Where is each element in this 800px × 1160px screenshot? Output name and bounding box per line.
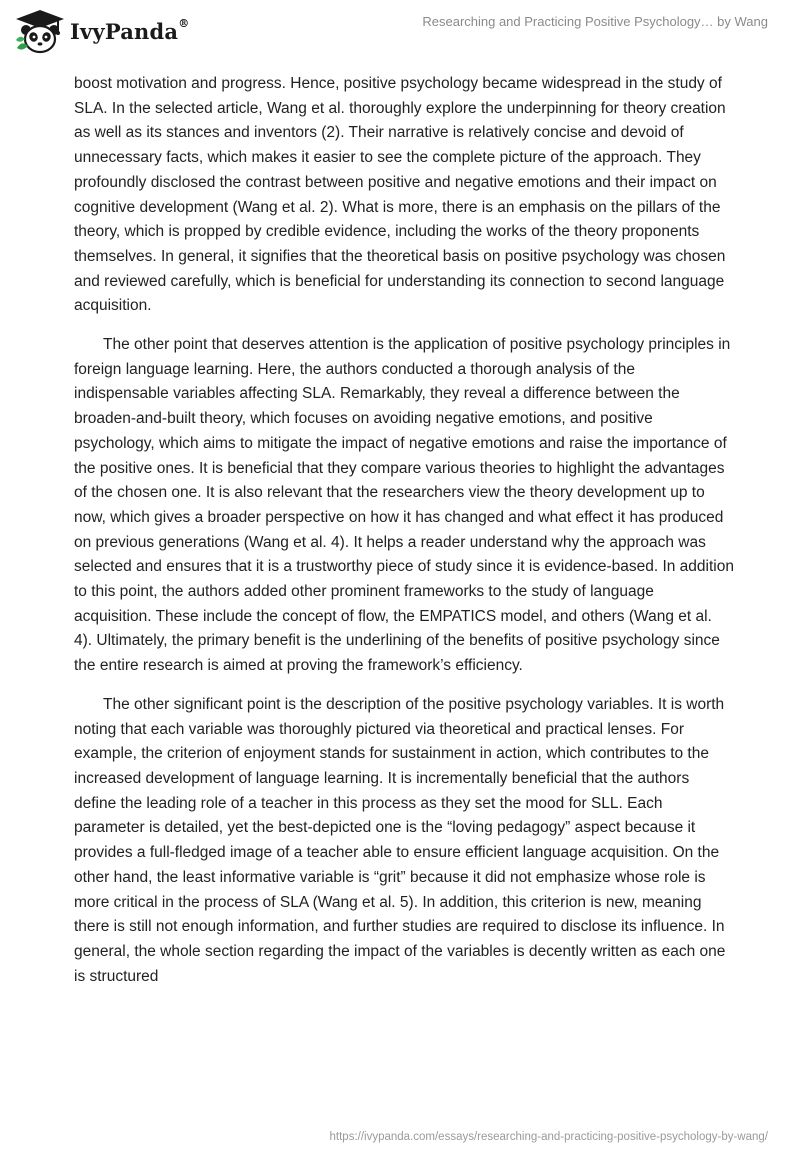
paragraph: The other significant point is the description of the positive psychology variables. It is worth noting that each variable was thoroughly pictured via theoretical and practical lenses. For example, the criterion of enjoyment stands for sustainment in action, which contributes to the increased development of language learning. It is incrementally beneficial that the authors define the leading role of a teacher in this process as they set the mood for SLL. Each parameter is detailed, yet the best-depicted one is the “loving pedagogy” aspect because it provides a full-fledged image of a teacher able to ensure efficient language acquisition. On the other hand, the least informative variable is “grit” because it did not emphasize whose role is more critical in the process of SLA (Wang et al. 5). In addition, this criterion is new, meaning there is still not enough information, and further studies are required to disclose its influence. In general, the whole section regarding the impact of the variables is decently written as each one is structured <box>74 695 726 985</box>
essay-body <box>74 72 734 1003</box>
panda-graduation-cap-icon <box>14 8 66 54</box>
document-title: Researching and Practicing Positive Psychology… by Wang <box>422 14 768 29</box>
ivypanda-logo[interactable] <box>14 8 189 54</box>
paragraph: boost motivation and progress. Hence, positive psychology became widespread in the study of SLA. In the selected article, Wang et al. thoroughly explore the underpinning for theory creation as well as its stances and inventors (2). Their narrative is relatively concise and devoid of unnecessary facts, which makes it easier to see the complete picture of the approach. They profoundly disclosed the contrast between positive and negative emotions and their impact on cognitive development (Wang et al. 2). What is more, there is an emphasis on the pillars of the theory, which is propped by credible evidence, including the works of the theory proponents themselves. In general, it signifies that the theoretical basis on positive psychology was chosen and reviewed carefully, which is beneficial for understanding its connection to second language acquisition. <box>74 75 726 315</box>
page-header <box>0 0 800 60</box>
source-url-link[interactable]: https://ivypanda.com/essays/researching-and-practicing-positive-psychology-by-wang/ <box>329 1131 768 1143</box>
paragraph: The other point that deserves attention is the application of positive psychology principles in foreign language learning. Here, the authors conducted a thorough analysis of the indispensable variables affecting SLA. Remarkably, they reveal a difference between the broaden-and-built theory, which focuses on avoiding negative emotions, and positive psychology, which aims to mitigate the impact of negative emotions and raise the importance of the positive ones. It is beneficial that they compare various theories to highlight the advantages of the chosen one. It is also relevant that the researchers view the theory development up to now, which gives a broader perspective on how it has changed and what effect it has produced on previous generations (Wang et al. 4). It helps a reader understand why the approach was selected and ensures that it is a trustworthy piece of study since it is evidence-based. In addition to this point, the authors added other prominent frameworks to the study of language acquisition. These include the concept of flow, the EMPATICS model, and others (Wang et al. 4). Ultimately, the primary benefit is the underlining of the benefits of positive psychology since the entire research is aimed at proving the framework’s efficiency. <box>74 336 734 675</box>
brand-name: IvyPanda® <box>70 16 190 44</box>
